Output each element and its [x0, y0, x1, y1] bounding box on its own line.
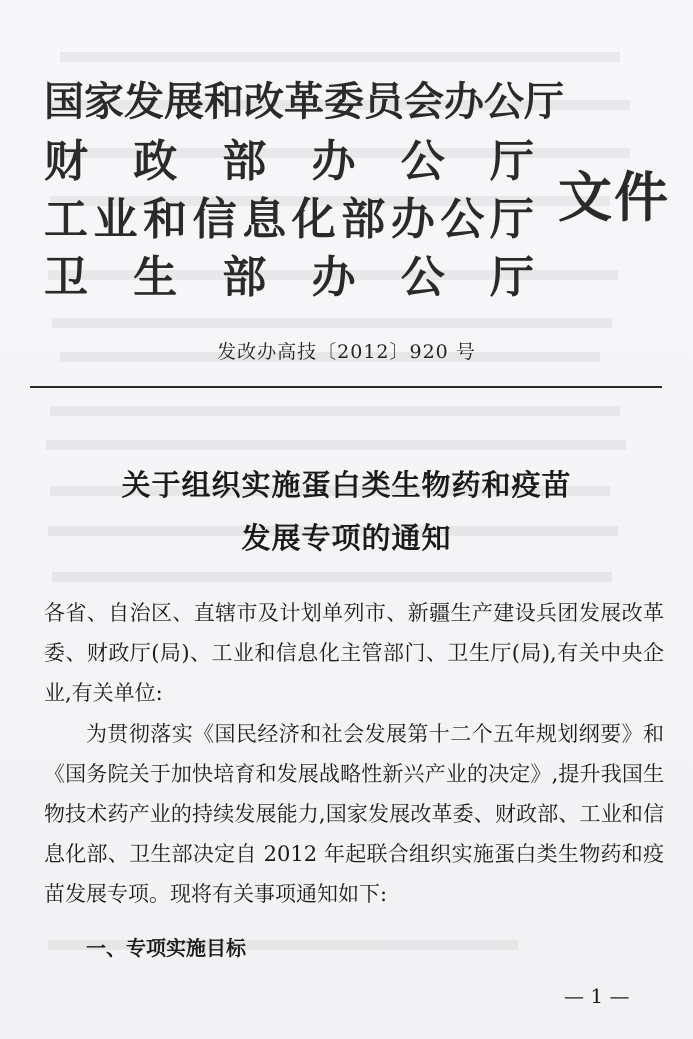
issuer-character: 部 — [222, 252, 267, 303]
issuer-character: 化 — [291, 194, 336, 245]
issuer-character: 展 — [164, 79, 204, 125]
issuer-character: 卫 — [44, 252, 88, 303]
section-heading-1: 一、专项实施目标 — [86, 936, 246, 960]
issuer-character: 厅 — [489, 194, 534, 245]
issuer-character: 信 — [192, 194, 237, 245]
issuer-character: 改 — [244, 79, 284, 125]
issuer-character: 公 — [484, 79, 524, 125]
issuer-character: 生 — [133, 252, 178, 303]
issuer-character: 息 — [242, 194, 287, 245]
issuer-character: 公 — [400, 252, 445, 303]
issuer-character: 革 — [284, 79, 324, 125]
issuer-character: 和 — [143, 194, 188, 245]
issuer-line-moh — [44, 241, 534, 305]
document-title-line-2: 发展专项的通知 — [241, 521, 452, 555]
issuer-character: 厅 — [489, 252, 534, 303]
issuer-character: 部 — [222, 136, 267, 187]
document-title-line-1: 关于组织实施蛋白类生物药和疫苗 — [121, 468, 572, 502]
salutation-paragraph: 各省、自治区、直辖市及计划单列市、新疆生产建设兵团发展改革委、财政厅(局)、工业和信息化主管部门、卫生厅(局),有关中央企业,有关单位: — [44, 601, 664, 705]
issuer-character: 办 — [390, 194, 435, 245]
issuer-character: 会 — [404, 79, 444, 125]
issuer-character: 办 — [444, 79, 484, 125]
issuer-character: 业 — [93, 194, 138, 245]
issuer-character: 国 — [44, 79, 84, 125]
issuer-line-ndrc — [44, 70, 564, 127]
issuer-line-miit — [44, 183, 534, 247]
issuer-character: 委 — [324, 79, 364, 125]
issuer-character: 公 — [440, 194, 485, 245]
issuer-character: 和 — [204, 79, 244, 125]
issuer-character: 员 — [364, 79, 404, 125]
body-paragraph-1: 为贯彻落实《国民经济和社会发展第十二个五年规划纲要》和《国务院关于加快培育和发展战略性新兴产业的决定》,提升我国生物技术药产业的持续发展能力,国家发展改革委、财政部、工业和信息化部、卫生部决定自 2012 年起联合组织实施蛋白类生物药和疫苗发展专项。现将有关事项通知如下: — [44, 722, 664, 906]
issuer-character: 厅 — [489, 136, 534, 187]
document-type-label: 文件 — [558, 166, 670, 229]
issuer-line-mof — [44, 125, 534, 189]
issuer-character: 政 — [133, 136, 178, 187]
issuer-character: 办 — [311, 136, 356, 187]
issuer-character: 发 — [124, 79, 164, 125]
document-number: 发改办高技〔2012〕920 号 — [217, 341, 476, 363]
page-number: — 1 — — [564, 984, 630, 1008]
issuer-character: 公 — [400, 136, 445, 187]
issuer-character: 办 — [311, 252, 356, 303]
issuer-character: 厅 — [524, 79, 564, 125]
issuer-character: 财 — [44, 136, 88, 187]
header-separator-rule — [30, 386, 662, 388]
issuer-character: 工 — [44, 194, 88, 245]
issuer-character: 家 — [84, 79, 124, 125]
issuer-character: 部 — [341, 194, 386, 245]
